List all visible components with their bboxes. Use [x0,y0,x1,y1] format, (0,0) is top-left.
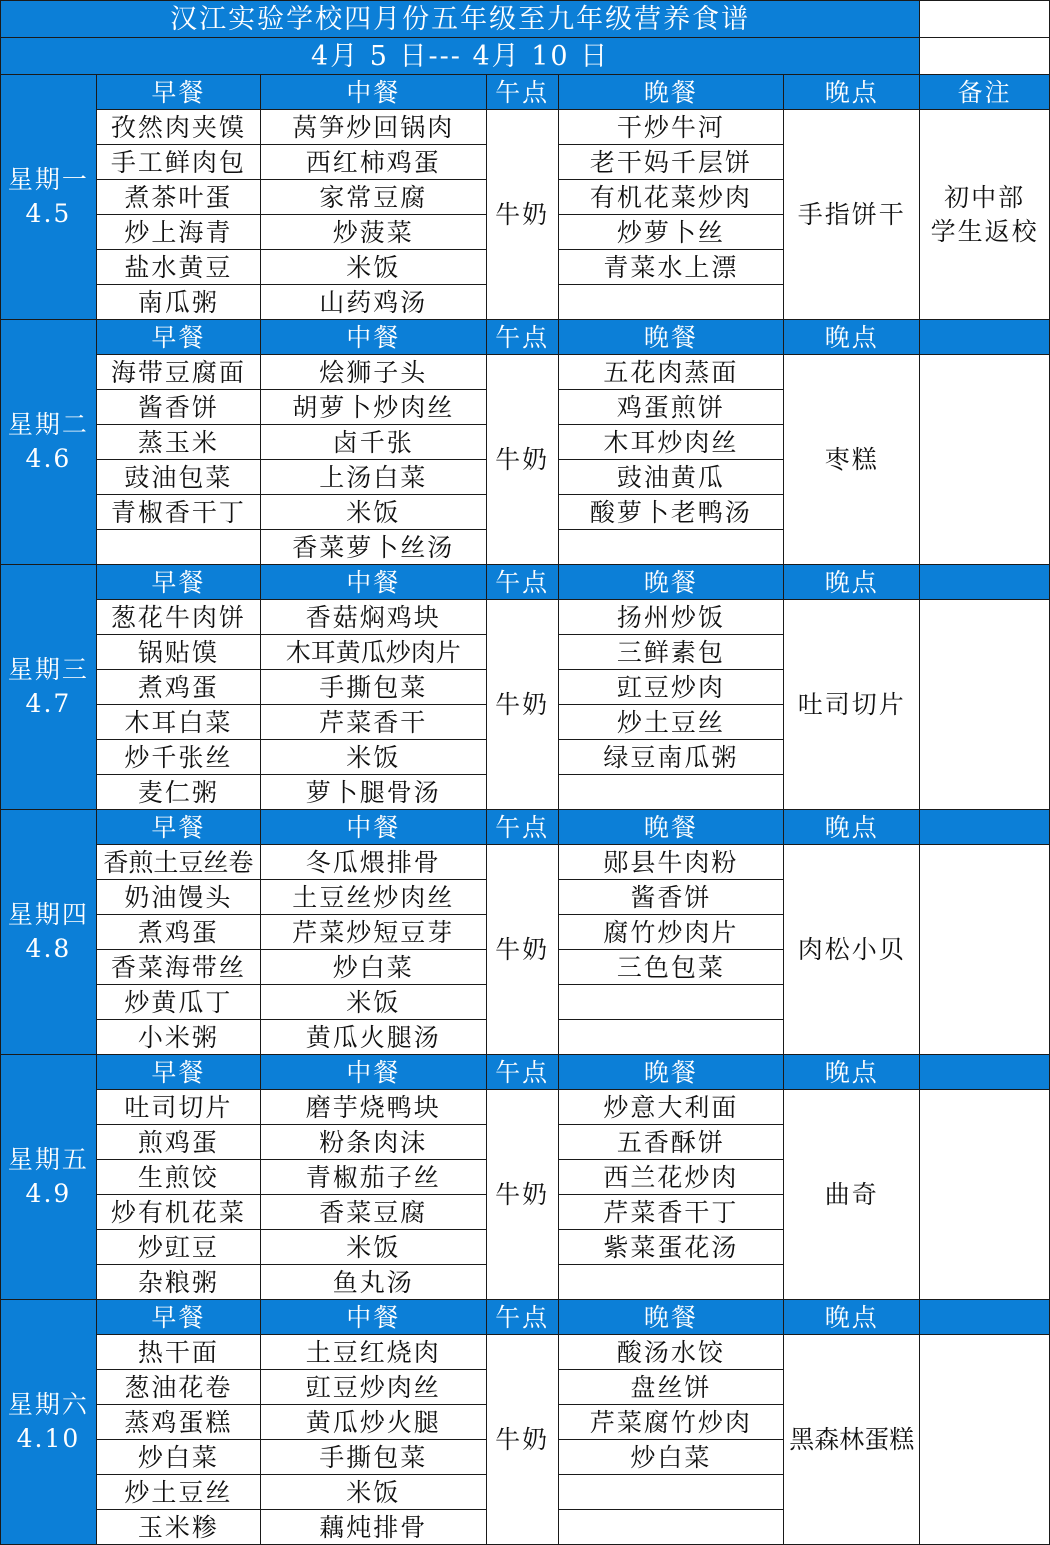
breakfast-header: 早餐 [96,565,260,600]
dinner-item: 郧县牛肉粉 [558,845,784,880]
dinner-header: 晚餐 [558,810,784,845]
day-label [1,565,97,810]
lunch-item: 豇豆炒肉丝 [260,1370,486,1405]
breakfast-item: 南瓜粥 [96,285,260,320]
lunch-item: 黄瓜炒火腿 [260,1405,486,1440]
dinner-item [558,1265,784,1300]
noon-snack-header: 午点 [486,565,558,600]
date: 4.6 [25,444,72,473]
breakfast-header: 早餐 [96,1300,260,1335]
lunch-item: 鱼丸汤 [260,1265,486,1300]
dinner-item: 鸡蛋煎饼 [558,390,784,425]
noon-snack: 牛奶 [486,600,558,810]
lunch-item: 冬瓜煨排骨 [260,845,486,880]
lunch-item: 米饭 [260,1475,486,1510]
dinner-item: 青菜水上漂 [558,250,784,285]
lunch-item: 土豆红烧肉 [260,1335,486,1370]
lunch-item: 香菜萝卜丝汤 [260,530,486,565]
lunch-item: 家常豆腐 [260,180,486,215]
breakfast-item: 炒有机花菜 [96,1195,260,1230]
lunch-header: 中餐 [260,1300,486,1335]
breakfast-item: 杂粮粥 [96,1265,260,1300]
lunch-item: 山药鸡汤 [260,285,486,320]
lunch-item: 米饭 [260,985,486,1020]
breakfast-item: 蒸玉米 [96,425,260,460]
dinner-item: 五香酥饼 [558,1125,784,1160]
menu-row [1,600,1050,635]
evening-snack: 吐司切片 [784,600,920,810]
day-header-row [1,1300,1050,1335]
noon-snack: 牛奶 [486,845,558,1055]
day-header-row [1,565,1050,600]
notes-cell [920,110,1050,320]
date: 4.7 [25,689,72,718]
menu-row [1,110,1050,145]
dinner-item: 盘丝饼 [558,1370,784,1405]
noon-snack-header: 午点 [486,75,558,110]
breakfast-item: 葱油花卷 [96,1370,260,1405]
dinner-item: 炒土豆丝 [558,705,784,740]
noon-snack-header: 午点 [486,1300,558,1335]
breakfast-item: 小米粥 [96,1020,260,1055]
breakfast-item: 炒上海青 [96,215,260,250]
lunch-item: 莴笋炒回锅肉 [260,110,486,145]
dinner-header: 晚餐 [558,565,784,600]
noon-snack-header: 午点 [486,320,558,355]
noon-snack-header: 午点 [486,810,558,845]
menu-row [1,845,1050,880]
lunch-item: 香菜豆腐 [260,1195,486,1230]
lunch-item: 木耳黄瓜炒肉片 [260,635,486,670]
lunch-item: 土豆丝炒肉丝 [260,880,486,915]
noon-snack: 牛奶 [486,1090,558,1300]
weekday: 星期二 [7,410,89,439]
notes-cell [920,600,1050,810]
day-header-row [1,320,1050,355]
evening-snack: 曲奇 [784,1090,920,1300]
dinner-item: 有机花菜炒肉 [558,180,784,215]
breakfast-item: 吐司切片 [96,1090,260,1125]
dinner-item: 腐竹炒肉片 [558,915,784,950]
notes-header-empty [920,1055,1050,1090]
breakfast-header: 早餐 [96,1055,260,1090]
day-label [1,1300,97,1545]
breakfast-header: 早餐 [96,810,260,845]
noon-snack-header: 午点 [486,1055,558,1090]
dinner-item [558,1020,784,1055]
evening-snack-header: 晚点 [784,810,920,845]
lunch-item: 米饭 [260,740,486,775]
dinner-item [558,775,784,810]
lunch-item: 粉条肉沫 [260,1125,486,1160]
lunch-header: 中餐 [260,1055,486,1090]
notes-header-empty [920,810,1050,845]
noon-snack: 牛奶 [486,355,558,565]
date: 4.9 [25,1179,72,1208]
breakfast-item: 煮鸡蛋 [96,915,260,950]
breakfast-item: 蒸鸡蛋糕 [96,1405,260,1440]
notes-cell [920,1335,1050,1545]
dinner-header: 晚餐 [558,75,784,110]
breakfast-item: 盐水黄豆 [96,250,260,285]
dinner-item: 三鲜素包 [558,635,784,670]
dinner-item: 酸萝卜老鸭汤 [558,495,784,530]
breakfast-item: 海带豆腐面 [96,355,260,390]
weekday: 星期四 [7,900,89,929]
dinner-item: 炒意大利面 [558,1090,784,1125]
day-header-row [1,75,1050,110]
breakfast-item: 炒千张丝 [96,740,260,775]
lunch-header: 中餐 [260,810,486,845]
dinner-item: 五花肉蒸面 [558,355,784,390]
menu-row [1,355,1050,390]
lunch-item: 卤千张 [260,425,486,460]
breakfast-header: 早餐 [96,320,260,355]
breakfast-item: 麦仁粥 [96,775,260,810]
day-label [1,75,97,320]
notes-header-empty [920,565,1050,600]
lunch-item: 烩狮子头 [260,355,486,390]
evening-snack: 黑森林蛋糕 [784,1335,920,1545]
lunch-item: 磨芋烧鸭块 [260,1090,486,1125]
breakfast-item: 奶油馒头 [96,880,260,915]
dinner-item: 酸汤水饺 [558,1335,784,1370]
breakfast-item: 炒白菜 [96,1440,260,1475]
lunch-item: 炒白菜 [260,950,486,985]
lunch-header: 中餐 [260,565,486,600]
dinner-item [558,530,784,565]
breakfast-item: 木耳白菜 [96,705,260,740]
weekday: 星期一 [7,165,89,194]
breakfast-item: 生煎饺 [96,1160,260,1195]
notes-cell [920,355,1050,565]
dinner-item [558,985,784,1020]
notes-header: 备注 [920,75,1050,110]
breakfast-item: 孜然肉夹馍 [96,110,260,145]
date: 4.5 [25,199,72,228]
day-label [1,810,97,1055]
breakfast-item: 葱花牛肉饼 [96,600,260,635]
lunch-header: 中餐 [260,75,486,110]
evening-snack: 肉松小贝 [784,845,920,1055]
dinner-header: 晚餐 [558,1055,784,1090]
lunch-item: 米饭 [260,250,486,285]
dinner-item: 三色包菜 [558,950,784,985]
dinner-item: 木耳炒肉丝 [558,425,784,460]
day-header-row [1,810,1050,845]
lunch-item: 青椒茄子丝 [260,1160,486,1195]
lunch-item: 米饭 [260,1230,486,1265]
dinner-header: 晚餐 [558,320,784,355]
menu-row [1,1335,1050,1370]
breakfast-item: 手工鲜肉包 [96,145,260,180]
noon-snack: 牛奶 [486,1335,558,1545]
weekday: 星期五 [7,1145,89,1174]
evening-snack-header: 晚点 [784,320,920,355]
note-line: 学生返校 [930,216,1039,246]
dinner-item: 紫菜蛋花汤 [558,1230,784,1265]
breakfast-item: 炒豇豆 [96,1230,260,1265]
evening-snack-header: 晚点 [784,75,920,110]
title-side-cell [920,1,1050,38]
dinner-item: 芹菜腐竹炒肉 [558,1405,784,1440]
date: 4.10 [16,1424,81,1453]
dinner-item: 西兰花炒肉 [558,1160,784,1195]
notes-header-empty [920,320,1050,355]
dinner-item: 绿豆南瓜粥 [558,740,784,775]
dinner-item: 扬州炒饭 [558,600,784,635]
date: 4.8 [25,934,72,963]
notes-header-empty [920,1300,1050,1335]
page-title: 汉江实验学校四月份五年级至九年级营养食谱 [1,1,920,38]
breakfast-item: 玉米糁 [96,1510,260,1545]
dinner-item [558,1510,784,1545]
breakfast-item: 煮鸡蛋 [96,670,260,705]
dinner-item: 炒萝卜丝 [558,215,784,250]
breakfast-item: 香煎土豆丝卷 [96,845,260,880]
dinner-item: 炒白菜 [558,1440,784,1475]
lunch-item: 藕炖排骨 [260,1510,486,1545]
dinner-item: 豉油黄瓜 [558,460,784,495]
date-side-cell [920,38,1050,75]
dinner-item: 干炒牛河 [558,110,784,145]
dinner-item [558,285,784,320]
breakfast-item: 煮茶叶蛋 [96,180,260,215]
lunch-item: 芹菜香干 [260,705,486,740]
evening-snack-header: 晚点 [784,565,920,600]
lunch-item: 米饭 [260,495,486,530]
lunch-item: 手撕包菜 [260,670,486,705]
lunch-item: 胡萝卜炒肉丝 [260,390,486,425]
breakfast-item: 香菜海带丝 [96,950,260,985]
day-label [1,1055,97,1300]
notes-cell [920,845,1050,1055]
lunch-item: 手撕包菜 [260,1440,486,1475]
breakfast-item: 炒土豆丝 [96,1475,260,1510]
evening-snack-header: 晚点 [784,1055,920,1090]
dinner-item: 芹菜香干丁 [558,1195,784,1230]
dinner-item [558,1475,784,1510]
evening-snack: 枣糕 [784,355,920,565]
breakfast-item: 锅贴馍 [96,635,260,670]
breakfast-header: 早餐 [96,75,260,110]
dinner-header: 晚餐 [558,1300,784,1335]
date-range: 4月 5 日--- 4月 10 日 [1,38,920,75]
menu-row [1,1090,1050,1125]
dinner-item: 酱香饼 [558,880,784,915]
breakfast-item: 煎鸡蛋 [96,1125,260,1160]
lunch-item: 炒菠菜 [260,215,486,250]
evening-snack-header: 晚点 [784,1300,920,1335]
lunch-item: 上汤白菜 [260,460,486,495]
lunch-item: 萝卜腿骨汤 [260,775,486,810]
breakfast-item: 炒黄瓜丁 [96,985,260,1020]
dinner-item: 豇豆炒肉 [558,670,784,705]
weekday: 星期六 [7,1390,89,1419]
dinner-item: 老干妈千层饼 [558,145,784,180]
breakfast-item: 青椒香干丁 [96,495,260,530]
breakfast-item: 酱香饼 [96,390,260,425]
day-label [1,320,97,565]
note-line: 初中部 [944,182,1026,212]
day-header-row [1,1055,1050,1090]
breakfast-item: 热干面 [96,1335,260,1370]
breakfast-item: 豉油包菜 [96,460,260,495]
weekday: 星期三 [7,655,89,684]
breakfast-item [96,530,260,565]
lunch-item: 黄瓜火腿汤 [260,1020,486,1055]
lunch-item: 芹菜炒短豆芽 [260,915,486,950]
notes-cell [920,1090,1050,1300]
lunch-item: 香菇焖鸡块 [260,600,486,635]
lunch-item: 西红柿鸡蛋 [260,145,486,180]
noon-snack: 牛奶 [486,110,558,320]
evening-snack: 手指饼干 [784,110,920,320]
lunch-header: 中餐 [260,320,486,355]
